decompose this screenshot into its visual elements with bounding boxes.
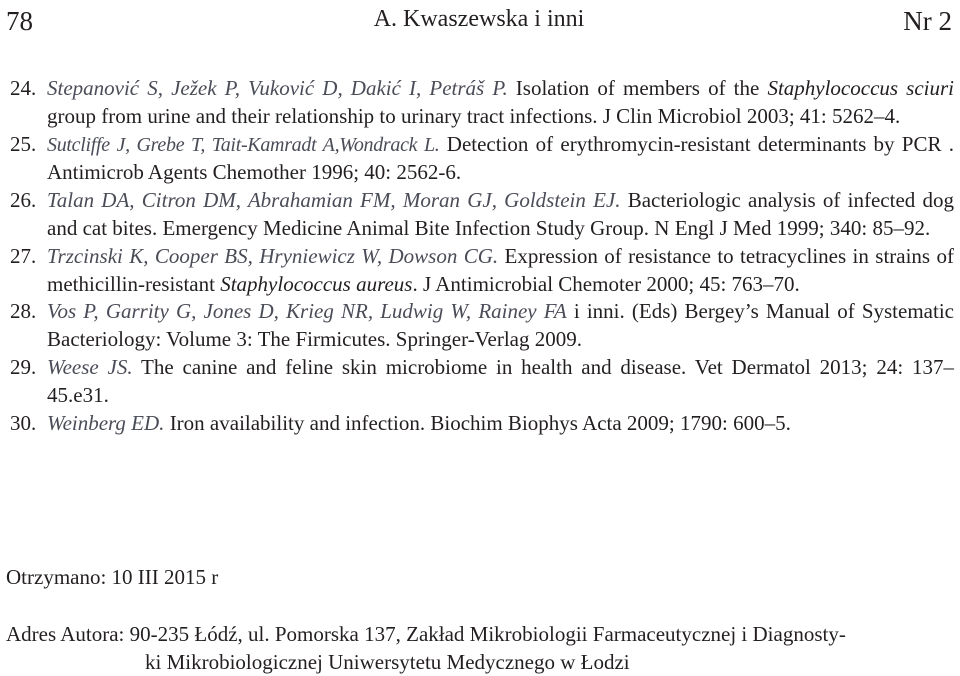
- reference-item: [10, 410, 954, 438]
- reference-item: [10, 75, 954, 131]
- reference-text: [47, 410, 954, 438]
- reference-text: [47, 187, 954, 243]
- author-address: [6, 620, 956, 676]
- reference-item: [10, 354, 954, 410]
- running-title: A. Kwaszewska i inni: [373, 6, 585, 32]
- reference-text: [47, 131, 954, 188]
- issue-number: Nr 2: [903, 6, 952, 36]
- reference-body: Detection of erythromycin-resistant determinants by PCR . Antimicrob Agents Chemother 1996; 40: 2562-6.: [47, 131, 955, 185]
- reference-body: group from urine and their relationship to urinary tract infections. J Clin Microbiol 2003; 41: 5262–4.: [47, 103, 901, 128]
- received-date: Otrzymano: 10 III 2015 r: [6, 565, 219, 589]
- reference-authors: Trzcinski K, Cooper BS, Hryniewicz W, Dowson CG.: [47, 243, 499, 268]
- reference-body: Bacteriologic analysis of infected dog and cat bites. Emergency Medicine Animal Bite Infection Study Group. N Engl J Med 1999; 340: 85–92.: [47, 188, 954, 240]
- reference-authors: Vos P, Garrity G, Jones D, Krieg NR, Ludwig W, Rainey FA: [47, 299, 567, 324]
- reference-body: The canine and feline skin microbiome in health and disease. Vet Dermatol 2013; 24: 137–45.e31.: [47, 354, 954, 407]
- reference-number: 26.: [10, 188, 37, 213]
- reference-number: 28.: [10, 299, 37, 324]
- address-line: ki Mikrobiologicznej Uniwersytetu Medycznego w Łodzi: [145, 650, 630, 674]
- address-line: Adres Autora: 90-235 Łódź, ul. Pomorska 137, Zakład Mikrobiologii Farmaceutycznej i Diagnosty-: [6, 622, 846, 646]
- running-header: [6, 2, 952, 42]
- page-number: 78: [6, 6, 33, 36]
- reference-body: i inni. (Eds) Bergey’s Manual of Systematic Bacteriology: Volume 3: The Firmicutes. Springer-Verlag 2009.: [47, 299, 954, 352]
- reference-text: [47, 354, 954, 410]
- reference-authors: Weinberg ED.: [47, 410, 165, 435]
- species-name: Staphylococcus aureus: [220, 271, 413, 296]
- reference-item: [10, 131, 954, 188]
- reference-text: [47, 298, 954, 354]
- reference-number: 27.: [10, 243, 37, 268]
- reference-item: [10, 298, 954, 354]
- reference-body: Expression of resistance to tetracyclines in strains of methicillin-resistant: [47, 243, 954, 296]
- reference-number: 30.: [10, 410, 37, 435]
- reference-number: 29.: [10, 354, 37, 379]
- reference-authors: Weese JS.: [47, 354, 133, 379]
- reference-text: [47, 243, 954, 299]
- reference-body: Isolation of members of the: [507, 76, 768, 100]
- reference-body: . J Antimicrobial Chemoter 2000; 45: 763–70.: [412, 271, 800, 296]
- reference-item: [10, 243, 954, 299]
- reference-authors: Stepanović S, Ježek P, Vuković D, Dakić I, Petráš P.: [47, 76, 508, 100]
- species-name: Staphylococcus sciuri: [767, 76, 954, 100]
- reference-list: [10, 75, 954, 437]
- reference-text: [47, 75, 954, 131]
- reference-authors: Talan DA, Citron DM, Abrahamian FM, Moran GJ, Goldstein EJ.: [47, 188, 621, 213]
- reference-number: 25.: [10, 131, 37, 156]
- reference-authors: Sutcliffe J, Grebe T, Tait-Kamradt A,Wondrack L.: [47, 133, 440, 156]
- reference-item: [10, 187, 954, 243]
- reference-body: Iron availability and infection. Biochim Biophys Acta 2009; 1790: 600–5.: [164, 410, 791, 435]
- reference-number: 24.: [10, 76, 37, 100]
